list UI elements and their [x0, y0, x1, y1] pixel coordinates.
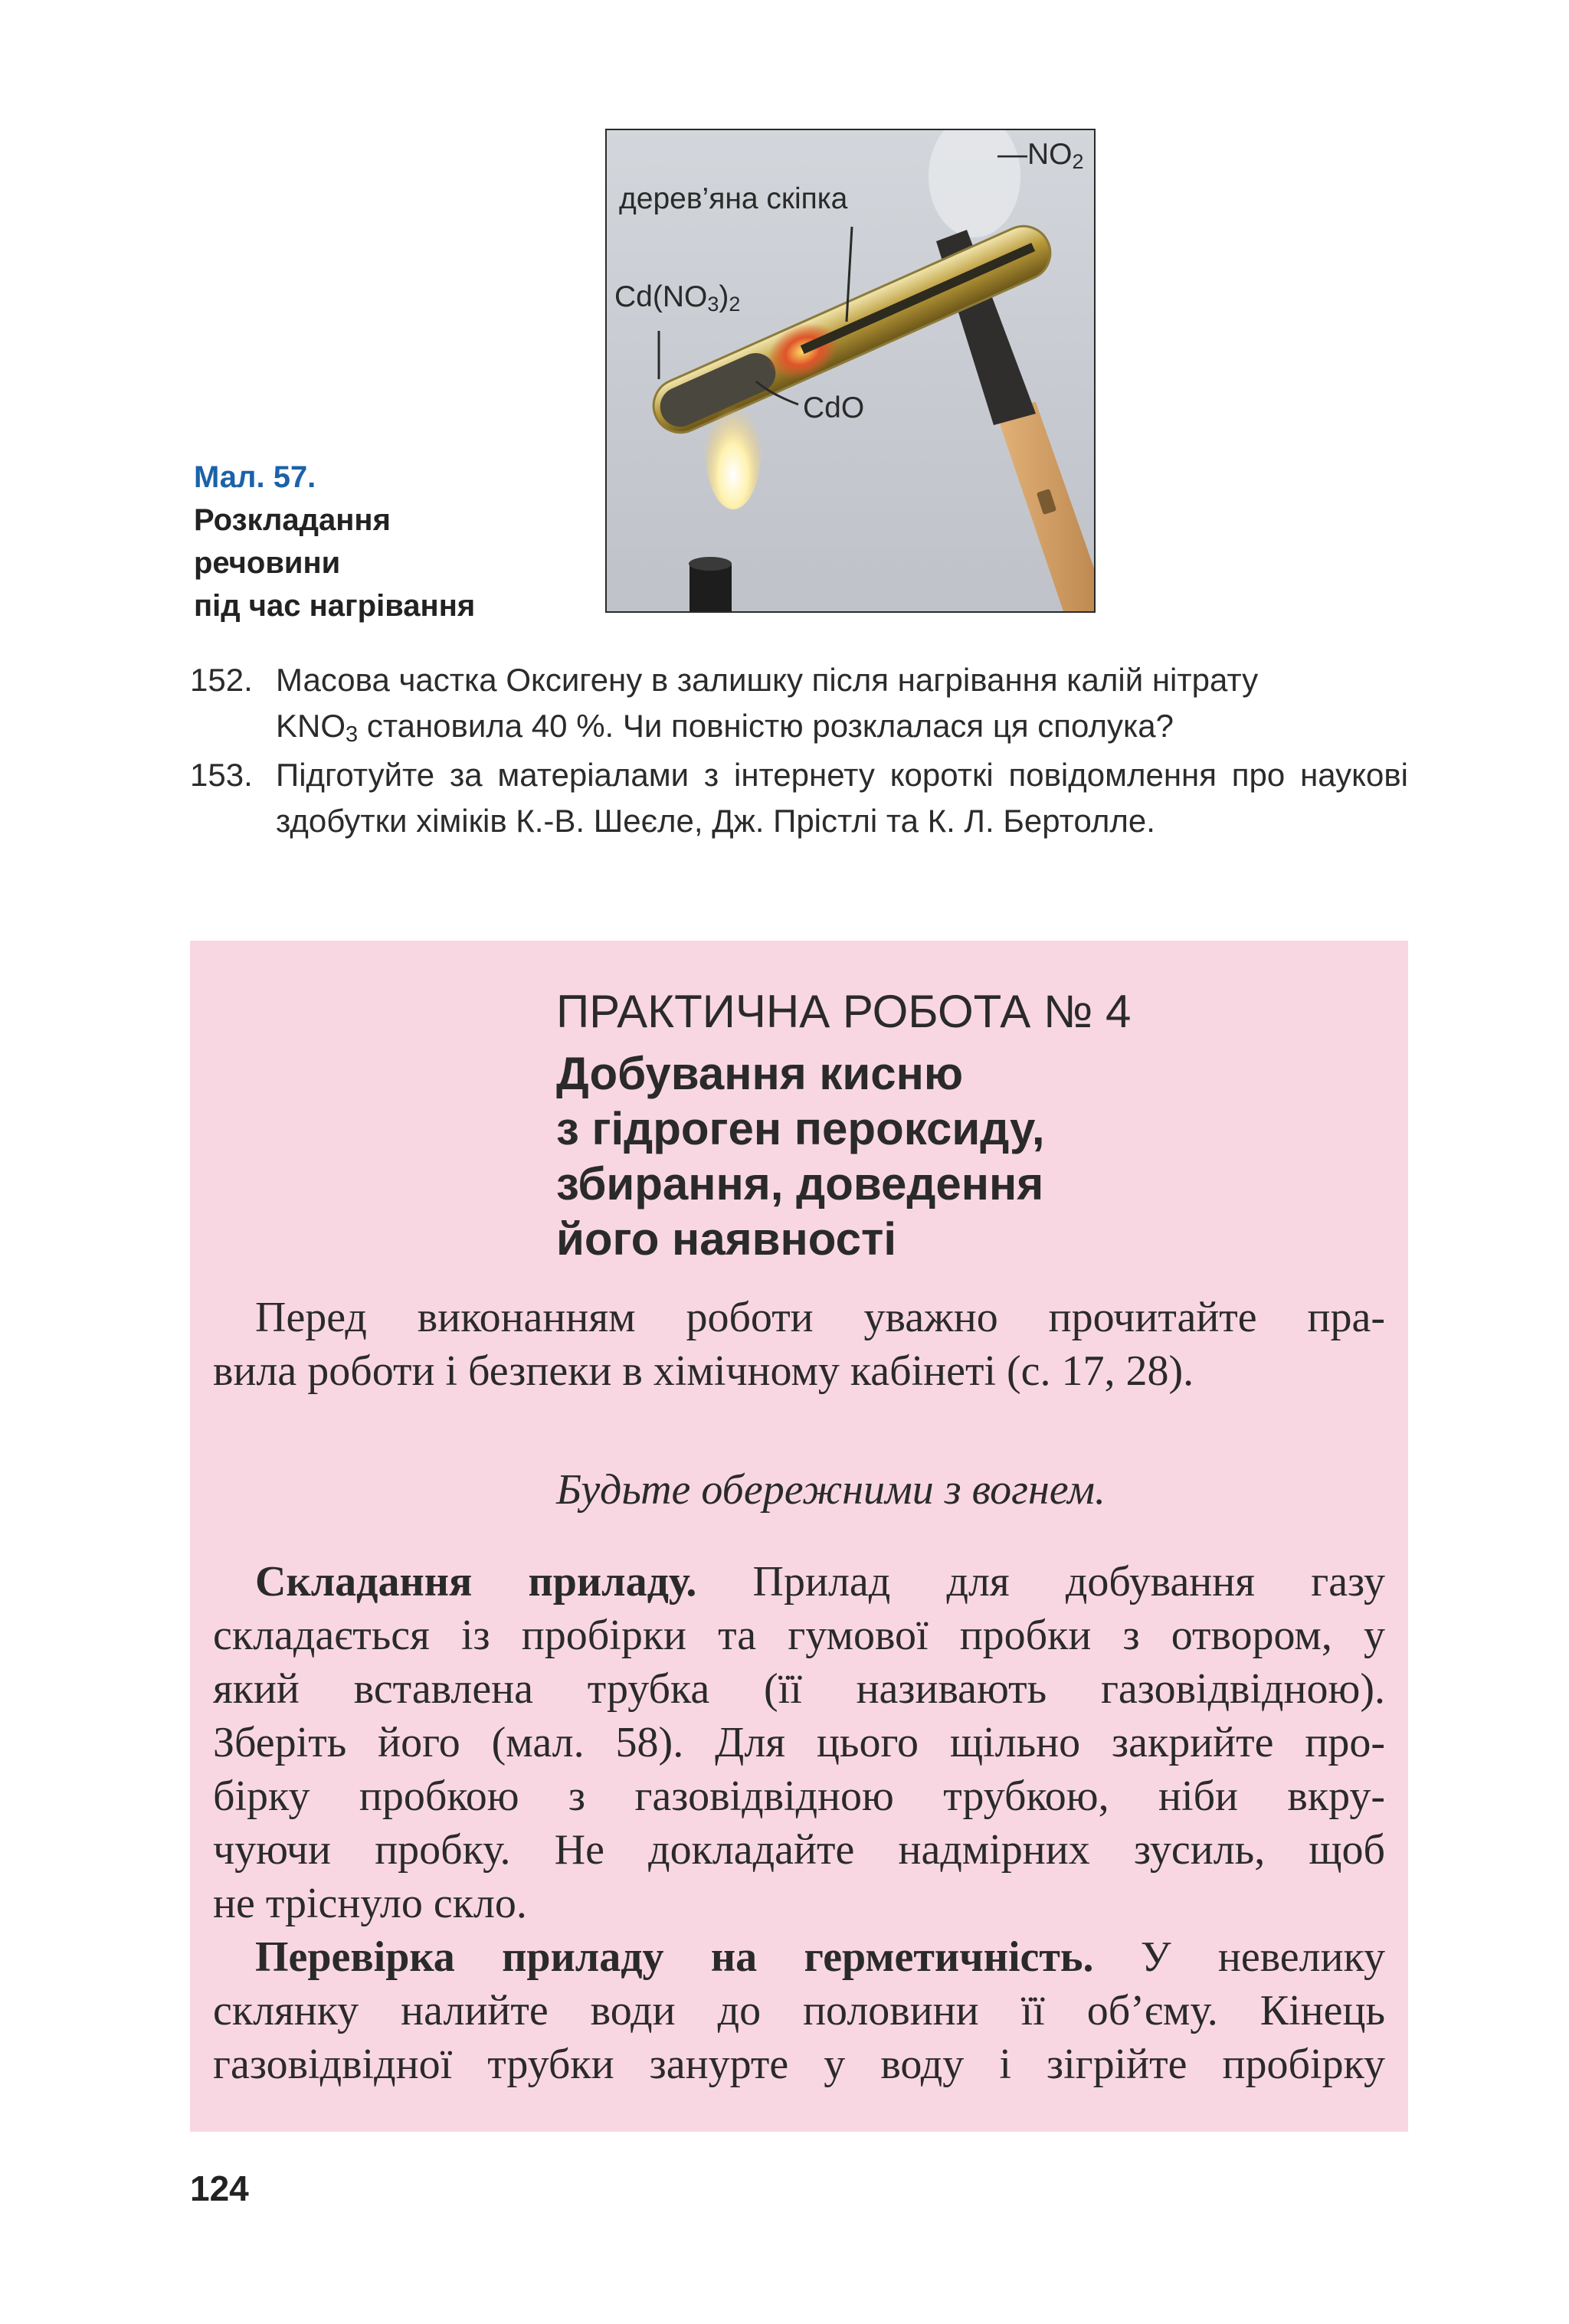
practical-work-box [190, 941, 1408, 2132]
question-text: Масова частка Оксигену в залишку після нагрівання калій нітрату $KNO_3$ становила 40 %. Чи повністю розклалася ця сполука? [276, 662, 1259, 747]
section-heading: Перевірка приладу на герметичність. [255, 1933, 1094, 1981]
practical-work-title: Добування кисню з гідроген пероксиду, збирання, доведення його наявності [556, 1048, 1045, 1265]
question-153 [190, 752, 1408, 890]
caption-line: під час нагрівання [194, 589, 476, 623]
intro-paragraph: Перед виконанням роботи уважно прочитайте пра- вила роботи і безпеки в хімічному кабінеті (с. 17, 28). [213, 1294, 1385, 1395]
figure-57-photo [605, 129, 1096, 613]
question-152 [190, 657, 1408, 749]
section-leak-test: Перевірка приладу на герметичність. У невелику склянку налийте води до половини її об’єму. Кінець газовідвідної трубки занурте у воду і зігрійте пробірку [213, 1933, 1385, 2088]
figure-caption [194, 456, 516, 627]
label-no2: $—NO_2$ [997, 138, 1084, 173]
label-cadmium-oxide: CdO [803, 391, 865, 424]
safety-warning: Будьте обережними з вогнем. [556, 1466, 1106, 1514]
label-cadmium-nitrate: $Cd(NO_3)_2$ [614, 280, 741, 316]
question-number: 153. [190, 757, 253, 793]
label-wooden-splinter: дерев’яна скіпка [619, 182, 848, 215]
section-assembly: Складання приладу. Прилад для добування газу складається із пробірки та гумової пробки з отвором, у який вставлена трубка (її називають газовідвідною). Зберіть його (мал. 58). Для цього щільно закрийте про- бірку пробкою з газовідвідною трубкою, ніби вкру- чуючи пробку. Не докладайте надмірних зусиль, щоб не тріснуло скло. [213, 1558, 1385, 1927]
question-number: 152. [190, 662, 253, 698]
caption-number: Мал. 57. [194, 460, 316, 494]
burner-flame [706, 394, 761, 509]
practical-work-label: ПРАКТИЧНА РОБОТА № 4 [556, 986, 1132, 1037]
section-heading: Складання приладу. [255, 1558, 697, 1606]
caption-line: Розкладання [194, 503, 391, 537]
caption-line: речовини [194, 546, 341, 580]
question-text: Підготуйте за матеріалами з інтернету короткі повідомлення про наукові здобутки хіміків К.-В. Шеєле, Дж. Прістлі та К. Л. Бертолле. [276, 757, 1408, 839]
page-number: 124 [190, 2169, 249, 2208]
